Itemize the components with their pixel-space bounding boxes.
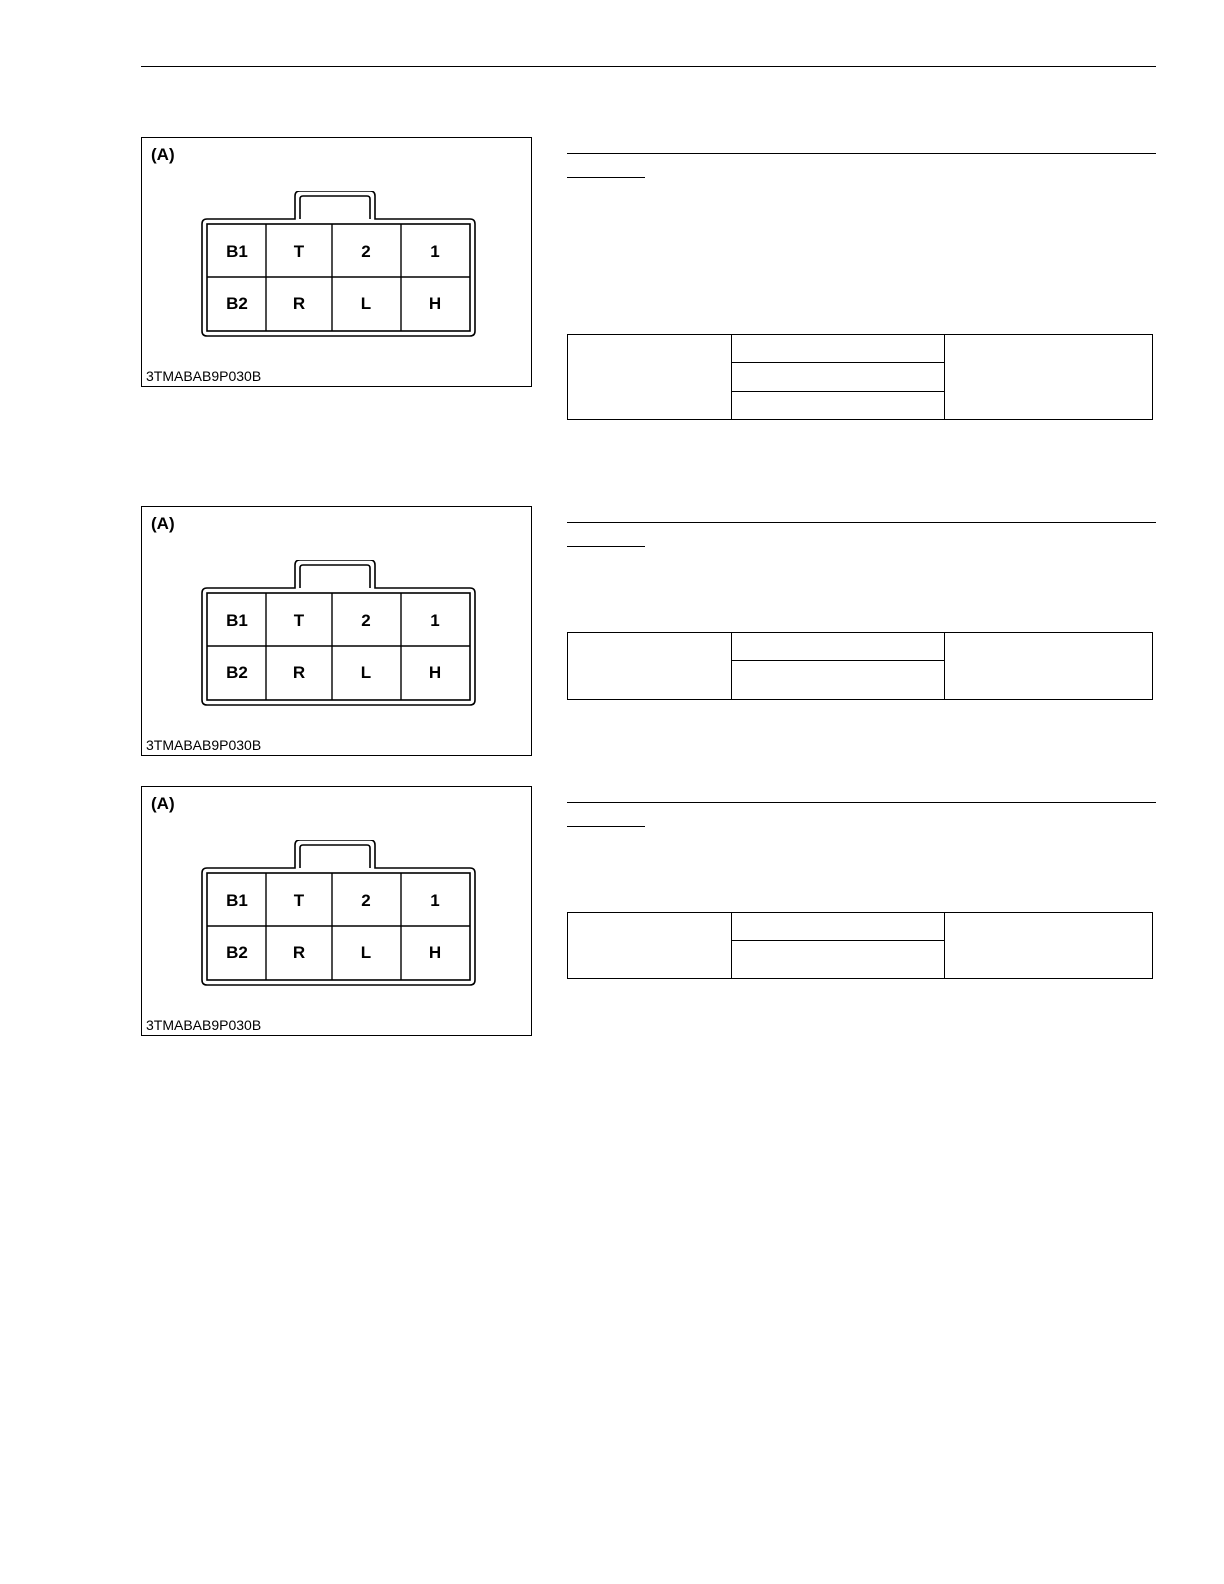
pin-label: B1 <box>226 611 248 630</box>
figure-label: (A) <box>151 514 175 533</box>
spec-table <box>567 334 1153 420</box>
figure-label: (A) <box>151 145 175 164</box>
pin-label: H <box>428 294 442 313</box>
pin-label: 2 <box>361 611 371 630</box>
spec-table <box>567 632 1153 700</box>
table-cell <box>945 335 1153 420</box>
table-cell <box>732 941 945 979</box>
connector-figure <box>141 786 532 1036</box>
section-title-rule <box>567 522 1156 523</box>
pin-label: T <box>293 611 305 630</box>
spec-table <box>567 912 1153 979</box>
pin-label: 1 <box>430 242 440 261</box>
table-cell <box>732 392 945 420</box>
table-cell <box>732 335 945 363</box>
section-subtitle-rule <box>567 546 645 547</box>
pin-label: 1 <box>430 611 440 630</box>
pin-label: 1 <box>430 891 440 910</box>
pin-label: B2 <box>226 663 248 682</box>
table-cell <box>732 363 945 392</box>
table-cell <box>945 913 1153 979</box>
table-cell <box>732 661 945 700</box>
connector-diagram <box>199 840 479 990</box>
figure-code: 3TMABAB9P030B <box>146 1017 262 1033</box>
table-cell <box>945 633 1153 700</box>
figure-code: 3TMABAB9P030B <box>146 368 262 384</box>
section-subtitle-rule <box>567 177 645 178</box>
pin-label: B1 <box>226 891 248 910</box>
pin-label: L <box>360 663 372 682</box>
section-title-rule <box>567 802 1156 803</box>
pin-label: 2 <box>361 891 371 910</box>
table-cell <box>568 633 732 700</box>
pin-label: L <box>360 943 372 962</box>
table-cell <box>732 633 945 661</box>
table-cell <box>568 335 732 420</box>
connector-figure <box>141 506 532 756</box>
pin-label: H <box>428 663 442 682</box>
pin-label: H <box>428 943 442 962</box>
pin-label: R <box>292 294 306 313</box>
pin-label: 2 <box>361 242 371 261</box>
pin-label: B2 <box>226 294 248 313</box>
connector-diagram <box>199 191 479 341</box>
section-subtitle-rule <box>567 826 645 827</box>
pin-label: R <box>292 943 306 962</box>
figure-code: 3TMABAB9P030B <box>146 737 262 753</box>
section-title-rule <box>567 153 1156 154</box>
table-cell <box>732 913 945 941</box>
pin-label: B1 <box>226 242 248 261</box>
pin-label: B2 <box>226 943 248 962</box>
figure-label: (A) <box>151 794 175 813</box>
pin-label: T <box>293 891 305 910</box>
pin-label: L <box>360 294 372 313</box>
pin-label: T <box>293 242 305 261</box>
pin-label: R <box>292 663 306 682</box>
connector-diagram <box>199 560 479 710</box>
table-cell <box>568 913 732 979</box>
page-header-rule <box>141 66 1156 67</box>
connector-figure <box>141 137 532 387</box>
